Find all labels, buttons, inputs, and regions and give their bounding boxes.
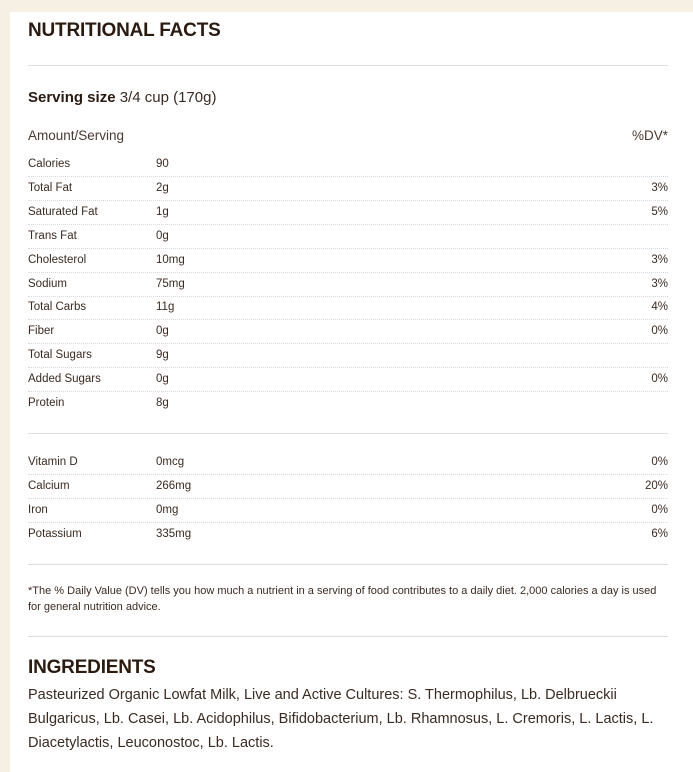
nutrient-amount: 0g <box>156 373 169 385</box>
nutrient-row <box>28 177 668 201</box>
nutrient-amount: 1g <box>156 206 169 218</box>
divider <box>28 564 668 565</box>
nutrient-amount: 335mg <box>156 528 192 540</box>
nutrient-row <box>28 523 668 547</box>
nutrient-dv: 6% <box>651 528 668 540</box>
ingredients-text: Pasteurized Organic Lowfat Milk, Live and Active Cultures: S. Thermophilus, Lb. Delbrueckii Bulgaricus, Lb. Casei, Lb. Acidophilus, Bifidobacterium, Lb. Rhamnosus, L. Cremoris, L. Lactis, L. Diacetylactis, Leuconostoc, Lb. Lactis. <box>28 687 654 751</box>
divider <box>28 636 668 637</box>
nutrient-name: Trans Fat <box>28 230 77 242</box>
nutrient-row <box>28 201 668 225</box>
nutrient-name: Added Sugars <box>28 373 101 385</box>
nutrient-dv: 4% <box>651 301 668 313</box>
nutrient-name: Protein <box>28 397 65 409</box>
nutrient-dv: 3% <box>651 254 668 266</box>
nutrient-row <box>28 273 668 297</box>
nutrient-dv: 0% <box>651 504 668 516</box>
serving-size <box>28 89 216 106</box>
serving-size-value: 3/4 cup (170g) <box>119 89 217 106</box>
nutrient-name: Saturated Fat <box>28 206 98 218</box>
nutrition-panel <box>10 12 693 772</box>
nutrient-name: Total Fat <box>28 182 73 194</box>
nutrient-amount: 10mg <box>156 254 185 266</box>
nutrient-row <box>28 499 668 523</box>
nutrient-amount: 75mg <box>156 278 185 290</box>
nutrient-name: Total Carbs <box>28 301 87 313</box>
nutrient-row <box>28 249 668 273</box>
dv-header: %DV* <box>631 128 668 143</box>
nutrient-name: Cholesterol <box>28 254 87 266</box>
nutrient-dv: 0% <box>651 456 668 468</box>
nutrient-row <box>28 368 668 392</box>
daily-value-footnote: *The % Daily Value (DV) tells you how much a nutrient in a serving of food contributes to a daily diet. 2,000 calories a day is used for general nutrition advice. <box>28 585 657 613</box>
serving-size-label: Serving size <box>28 89 116 106</box>
nutrient-amount: 266mg <box>156 480 192 492</box>
nutrient-amount: 90 <box>156 158 169 170</box>
divider <box>28 433 668 434</box>
nutrient-row <box>28 296 668 320</box>
nutrient-name: Calories <box>28 158 71 170</box>
nutrient-amount: 0mcg <box>156 456 185 468</box>
nutrient-dv: 3% <box>651 278 668 290</box>
nutrient-row <box>28 475 668 499</box>
nutrient-dv: 0% <box>651 373 668 385</box>
nutrient-amount: 0mg <box>156 504 179 516</box>
nutrient-dv: 20% <box>644 480 668 492</box>
nutrient-amount: 2g <box>156 182 169 194</box>
nutrition-facts-title: NUTRITIONAL FACTS <box>28 20 221 41</box>
nutrient-row <box>28 392 668 416</box>
nutrient-amount: 0g <box>156 325 169 337</box>
nutrient-name: Total Sugars <box>28 349 92 361</box>
divider <box>28 65 668 66</box>
nutrient-dv: 3% <box>651 182 668 194</box>
nutrient-name: Potassium <box>28 528 82 540</box>
nutrient-row <box>28 225 668 249</box>
amount-header-row <box>28 128 668 143</box>
nutrient-name: Fiber <box>28 325 55 337</box>
nutrient-name: Iron <box>28 504 48 516</box>
nutrient-amount: 11g <box>156 301 175 313</box>
nutrient-amount: 0g <box>156 230 169 242</box>
nutrient-dv: 0% <box>651 325 668 337</box>
nutrient-name: Vitamin D <box>28 456 78 468</box>
ingredients-title: INGREDIENTS <box>28 657 156 678</box>
nutrient-name: Sodium <box>28 278 67 290</box>
nutrient-name: Calcium <box>28 480 70 492</box>
amount-header: Amount/Serving <box>28 128 125 143</box>
nutrient-amount: 9g <box>156 349 169 361</box>
nutrient-amount: 8g <box>156 397 169 409</box>
nutrient-row <box>28 451 668 475</box>
nutrient-row <box>28 344 668 368</box>
nutrient-row <box>28 153 668 177</box>
nutrient-dv: 5% <box>651 206 668 218</box>
nutrient-row <box>28 320 668 344</box>
